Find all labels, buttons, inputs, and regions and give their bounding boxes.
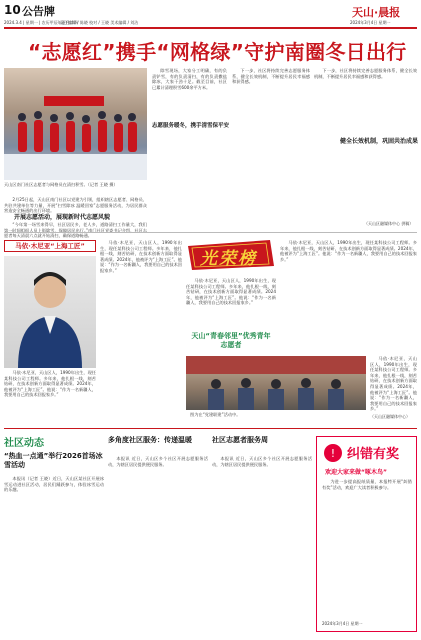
feature-banner-text: 光荣榜 [200, 249, 257, 269]
top-story-col4-text: 下一步，社区将持续完善志愿服务体系，健全长效机制，不断提升居民幸福感和获得感。 [232, 68, 310, 85]
feature-body-mid [100, 240, 182, 420]
top-story-col3 [152, 68, 230, 218]
bottom-body1-text: 本报讯（记者 王晓）近日，天山区某社区开展冰雪运动进社区活动，居民们踊跃参与，体验冰雪运动的乐趣。 [4, 476, 104, 493]
feature-body-right2 [280, 240, 417, 352]
correction-icon [323, 443, 343, 463]
correction-box [316, 436, 417, 632]
masthead-logo: 天山·晨报 [352, 6, 401, 19]
feature-caption: 图为在“党建联建”活动中。 [190, 412, 241, 417]
bottom-body3 [212, 456, 312, 632]
bottom-logo-text: 社区动态 [4, 438, 44, 449]
svg-text:!: ! [330, 447, 336, 460]
page-number: 10 [4, 3, 21, 17]
header-top-tag: 2024年3月4日 星期一 [350, 20, 391, 25]
bottom-headline3: 社区志愿者服务周 [212, 436, 268, 444]
feature-body-right3-text: 马依·木尼亚，天山区人，1990年出生，现任某科技公司工程师。多年来，他扎根一线，刻苦钻研，在技术创新方面取得显著成绩。2024年，他被评为“上海工匠”。他说：“作为一名新疆人，我要用自己的技术回报家乡。” [370, 356, 417, 412]
top-story-title: “志愿红”携手“网格绿”守护南圈冬日出行 [28, 40, 407, 64]
feature-body-right2-text: 马依·木尼亚，天山区人，1990年出生，现任某科技公司工程师。多年来，他扎根一线，刻苦钻研，在技术创新方面取得显著成绩。2024年，他被评为“上海工匠”。他说：“作为一名新疆人，我要用自己的技术回报家乡。” [280, 240, 417, 262]
top-story-sub3: 健全长效机制，巩固共治成果 [340, 138, 419, 145]
top-story-col3-text: 除雪现场，大家分工明确，有的负责铲雪，有的负责清扫，有的负责撒盐除冰，大家干劲十足。截至目前，社区已累计清理积雪600余平方米。 [152, 68, 227, 90]
feature-source: （天山区融媒体中心） [370, 414, 410, 419]
feature-body-left [4, 370, 96, 420]
feature-body-left-text: 马依·木尼亚，天山区人，1990年出生，现任某科技公司工程师。多年来，他扎根一线，刻苦钻研，在技术创新方面取得显著成绩。2024年，他被评为“上海工匠”。他说：“作为一名新疆人，我要用自己的技术回报家乡。” [4, 370, 96, 398]
bottom-body1 [4, 476, 104, 632]
feature-body-right3 [370, 356, 417, 418]
photo-caption: 天山区南门社区志愿者与网格员在清扫积雪。（记者 王晓 摄） [4, 182, 118, 187]
bottom-headline2: 多角度社区服务：传递温暖 [108, 436, 192, 444]
correction-body [322, 479, 412, 619]
snow-photo [4, 68, 147, 180]
header-editor: 责任编辑 / 陈晓 校对 / 王晓 美术编辑 / 刘洁 [60, 20, 139, 25]
feature-portrait [4, 256, 96, 368]
top-story-col4 [232, 68, 310, 218]
feature-body-mid-text: 马依·木尼亚，天山区人，1990年出生，现任某科技公司工程师。多年来，他扎根一线，刻苦钻研，在技术创新方面取得显著成绩。2024年，他被评为“上海工匠”。他说：“作为一名新疆人，我要用自己的技术回报家乡。” [100, 240, 182, 273]
correction-footer: 2024年3月4日 星期一 [322, 621, 363, 626]
feature-body-right1 [186, 278, 276, 328]
feature-story-title: 天山“青春邻里”优秀青年志愿者 [191, 332, 271, 349]
top-story-col1 [4, 197, 147, 214]
top-story-col1-text: 2月25日起，天山区南门社区以党建为引领，组织辖区志愿者、网格员、共驻共建单位等力量，开展“扫雪除冰 温暖回家”志愿服务活动，为居民群众营造安全畅通的出行环境。 [4, 197, 147, 214]
top-story-col2 [4, 222, 147, 239]
feature-banner [186, 238, 276, 272]
bottom-body3-text: 本报讯 近日，天山区多个社区开展志愿服务活动，为辖区居民提供便民服务。 [212, 456, 312, 467]
page-header [0, 0, 421, 30]
top-story-sub2: 志愿服务暖冬，携手清雪保平安 [152, 123, 230, 129]
feature-body-right1-text: 马依·木尼亚，天山区人，1990年出生，现任某科技公司工程师。多年来，他扎根一线，刻苦钻研，在技术创新方面取得显著成绩。2024年，他被评为“上海工匠”。他说：“作为一名新疆人，我要用自己的技术回报家乡。” [186, 278, 276, 306]
top-story-col5-text: 下一步，社区将持续完善志愿服务体系，健全长效机制，不断提升居民幸福感和获得感。 [314, 68, 417, 79]
correction-body-text: 为进一步提高报纸质量，本报特开展“纠错有奖”活动，欢迎广大读者积极参与。 [322, 479, 412, 490]
bottom-body2 [108, 456, 208, 632]
page-section: 公告牌 [22, 5, 55, 18]
top-story-col2-text: “今年第一场雪来得早，社区居民多，老人多，道路清扫工作量大，我们第一时间组织人员上街除雪，保障居民出行。”南门社区党委书记介绍，社区志愿者每天清晨六点就开始清扫，确保道路畅通。 [4, 222, 147, 239]
header-date: 2024.3.4 | 星期一 | 农历甲辰年正月廿四 [4, 20, 78, 25]
top-story-sub1: 开展志愿活动，展现新时代志愿风貌 [14, 214, 111, 221]
correction-title: 纠错有奖 [347, 447, 400, 462]
bottom-headline1: “热血一点通”举行2026首场冰雪活动 [4, 452, 103, 469]
feature-mini-title: 马依·木尼亚“上海工匠” [4, 240, 96, 252]
feature-photo2 [186, 356, 366, 410]
top-story-source: （天山区融媒体中心 供稿） [364, 221, 414, 226]
feature-section [4, 234, 417, 424]
top-story-col5 [314, 68, 417, 228]
bottom-body2-text: 本报讯 近日，天山区多个社区开展志愿服务活动，为辖区居民提供便民服务。 [108, 456, 208, 467]
correction-subtitle: 欢迎大家来做“啄木鸟” [325, 469, 387, 476]
